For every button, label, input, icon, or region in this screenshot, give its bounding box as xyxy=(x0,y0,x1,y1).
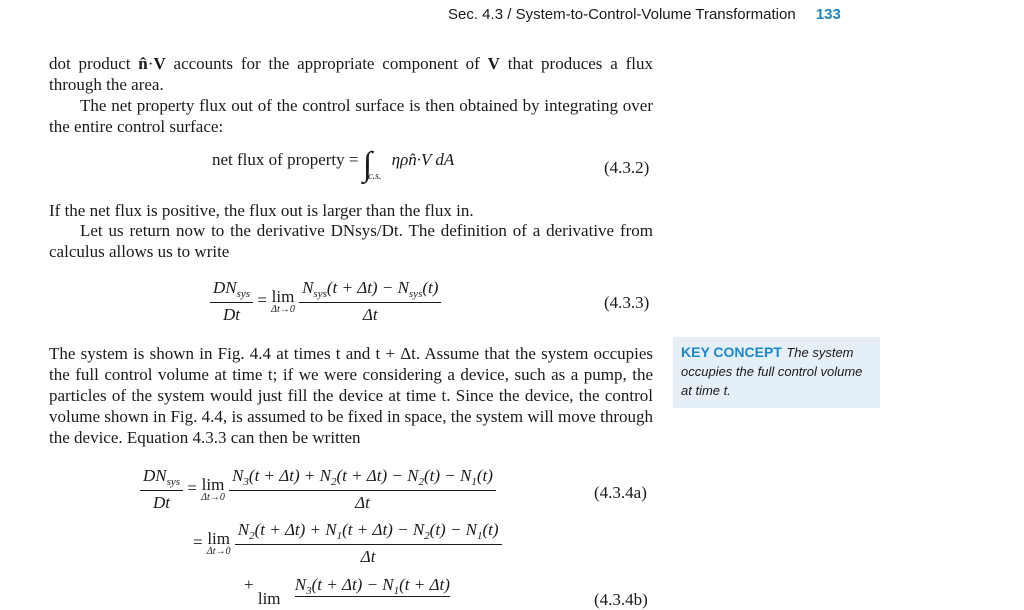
equation-number-4-3-4a: (4.3.4a) xyxy=(594,483,647,502)
running-header xyxy=(448,6,888,28)
eq-434b-fraction-1 xyxy=(235,520,502,567)
paragraph-flux-positive: If the net flux is positive, the flux out is larger than the flux in. xyxy=(49,201,474,220)
paragraph-1-text: dot product n̂·V accounts for the appropriate component of V that produces a flux through the area. xyxy=(49,54,653,94)
plus-sign: + xyxy=(244,575,254,594)
paragraph-net-flux: The net property flux out of the control surface is then obtained by integrating over the entire control surface: xyxy=(49,96,653,136)
eq-434a-lhs-denominator: Dt xyxy=(153,493,171,512)
integral-limit: c.s. xyxy=(368,171,382,182)
equation-4-3-4a xyxy=(140,466,496,513)
eq-434a-denominator: Δt xyxy=(355,493,370,512)
lim-subscript: Δt→0 xyxy=(206,545,231,557)
key-concept-callout xyxy=(673,337,880,408)
equals-sign: = xyxy=(193,532,203,552)
eq-432-lhs: net flux of property = xyxy=(212,150,359,169)
section-title: System-to-Control-Volume Transformation xyxy=(515,6,796,23)
eq-434a-lhs-numerator: $DN_{sys}$ xyxy=(140,466,183,491)
equation-4-3-2 xyxy=(212,146,454,184)
eq-434a-numerator: $N_3(t + \Delta t) + N_2(t + \Delta t) - N_2(t) - N_1(t)$ xyxy=(229,466,496,491)
paragraph-derivative: Let us return now to the derivative DNsys/Dt. The definition of a derivative from calculus allows us to write xyxy=(49,221,653,261)
lim-text: lim xyxy=(201,474,225,494)
equation-4-3-4b-line-1 xyxy=(193,520,502,567)
integral-sign: ∫ xyxy=(362,146,373,183)
equation-number-4-3-2: (4.3.2) xyxy=(604,158,650,177)
equals-sign: = xyxy=(187,478,197,498)
section-number: Sec. 4.3 xyxy=(448,6,504,23)
lim-subscript: Δt→0 xyxy=(271,303,295,315)
eq-434a-rhs-fraction xyxy=(229,466,496,513)
page-number: 133 xyxy=(815,6,841,23)
paragraph-continuation xyxy=(49,53,653,95)
eq-433-lhs-fraction xyxy=(210,278,253,325)
eq-434b-denominator-1: Δt xyxy=(360,547,376,566)
eq-434a-limit xyxy=(201,474,225,503)
key-concept-label: KEY CONCEPT xyxy=(681,344,782,360)
equation-number-4-3-3: (4.3.3) xyxy=(604,293,650,312)
paragraph-system-description: The system is shown in Fig. 4.4 at times t and t + Δt. Assume that the system occupies the full control volume at time t; if we were considering a device, such as a pump, the particles of the system would just fill the device at time t. Since the device, the control volume shown in Fig. 4.4, is assumed to be fixed in space, the system will move through the device. Equation 4.3.3 can then be written xyxy=(49,344,653,447)
equation-4-3-3 xyxy=(210,278,441,325)
eq-433-lhs-numerator: $DN_{sys}$ xyxy=(210,278,253,303)
eq-433-denominator: Δt xyxy=(362,305,378,324)
header-separator: / xyxy=(507,6,512,23)
equals-sign: = xyxy=(257,290,267,310)
eq-434b-limit xyxy=(206,528,231,557)
lim-text: lim xyxy=(257,589,281,608)
eq-434a-lhs-fraction xyxy=(140,466,183,513)
eq-432-integrand: ηρn̂·V dA xyxy=(391,150,455,169)
lim-text: lim xyxy=(271,286,295,306)
key-concept-text: The system occupies the full control volume at time t. xyxy=(681,345,863,398)
lim-text: lim xyxy=(207,528,230,548)
lim-subscript: Δt→0 xyxy=(201,491,225,503)
eq-433-limit xyxy=(271,286,295,315)
eq-434b-numerator-2: $N_3(t + \Delta t) - N_1(t + \Delta t)$ xyxy=(294,575,450,597)
eq-433-numerator: $N_{sys}(t + \Delta t) - N_{sys}(t)$ xyxy=(299,278,441,303)
equation-number-4-3-4b: (4.3.4b) xyxy=(594,590,648,609)
eq-433-rhs-fraction xyxy=(299,278,441,325)
eq-433-lhs-denominator: Dt xyxy=(223,305,241,324)
eq-434b-numerator-1: $N_2(t + \Delta t) + N_1(t + \Delta t) - N_2(t) - N_1(t)$ xyxy=(235,520,502,545)
